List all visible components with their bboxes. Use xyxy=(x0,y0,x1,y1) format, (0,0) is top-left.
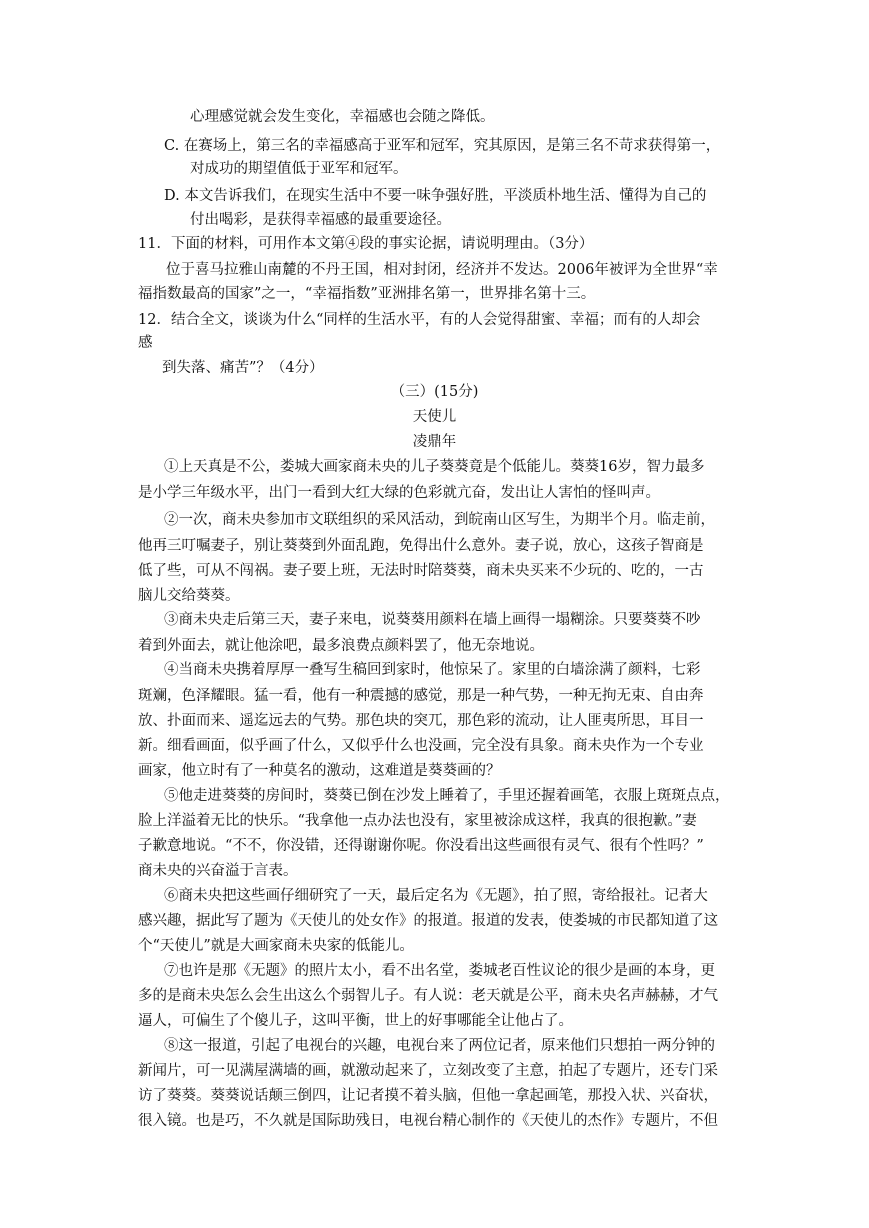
paragraph-6-line: ⑥商未央把这些画仔细研究了一天，最后定名为《无题》，拍了照，寄给报社。记者大 xyxy=(164,888,708,904)
option-d-continuation: 付出喝彩，是获得幸福感的最重要途径。 xyxy=(190,212,451,228)
question-12: 12．结合全文，谈谈为什么“同样的生活水平，有的人会觉得甜蜜、幸福；而有的人却会 xyxy=(138,312,701,328)
paragraph-5-line: 子歉意地说。“不不，你没错，还得谢谢你呢。你没看出这些画很有灵气、很有个性吗？” xyxy=(138,838,704,854)
paragraph-4-line: 斑斓，色泽耀眼。猛一看，他有一种震撼的感觉，那是一种气势，一种无拘无束、自由奔 xyxy=(138,688,704,704)
paragraph-5-line: 商未央的兴奋溢于言表。 xyxy=(138,863,298,879)
question-11-material-continuation: 福指数最高的国家”之一，“幸福指数”亚洲排名第一，世界排名第十三。 xyxy=(138,286,596,302)
paragraph-8-line: 很入镜。也是巧，不久就是国际助残日，电视台精心制作的《天使儿的杰作》专题片，不但 xyxy=(138,1113,718,1129)
question-12-wrap: 感 xyxy=(138,335,153,351)
section-heading: （三）(15分) xyxy=(390,384,479,400)
paragraph-6-line: 感兴趣，据此写了题为《天使儿的处女作》的报道。报道的发表，使娄城的市民都知道了这 xyxy=(138,913,718,929)
question-12-continuation: 到失落、痛苦”？（4分） xyxy=(162,360,324,376)
paragraph-4-line: 画家，他立时有了一种莫名的激动，这难道是葵葵画的？ xyxy=(138,763,501,779)
paragraph-4-line: 放、扑面而来、遥迄远去的气势。那色块的突兀，那色彩的流动，让人匪夷所思，耳目一 xyxy=(138,713,704,729)
paragraph-2-line: 低了些，可从不闯祸。妻子要上班，无法时时陪葵葵，商未央买来不少玩的、吃的，一古 xyxy=(138,563,704,579)
paragraph-2-line: 脑儿交给葵葵。 xyxy=(138,588,240,604)
question-11-material: 位于喜马拉雅山南麓的不丹王国，相对封闭，经济并不发达。2006年被评为全世界“幸 xyxy=(166,262,718,278)
option-d: D. 本文告诉我们，在现实生活中不要一味争强好胜，平淡质朴地生活、懂得为自己的 xyxy=(164,188,707,204)
paragraph-7-line: 逼人，可偏生了个傻儿子，这叫平衡，世上的好事哪能全让他占了。 xyxy=(138,1013,573,1029)
paragraph-3-line: ③商未央走后第三天，妻子来电，说葵葵用颜料在墙上画得一塌糊涂。只要葵葵不吵 xyxy=(164,612,701,628)
paragraph-8-line: 新闻片，可一见满屋满墙的画，就激动起来了，立刻改变了主意，拍起了专题片，还专门采 xyxy=(138,1063,718,1079)
paragraph-5-line: ⑤他走进葵葵的房间时，葵葵已倒在沙发上睡着了，手里还握着画笔，衣服上斑斑点点， xyxy=(164,788,730,804)
paragraph-4-line: 新。细看画面，似乎画了什么，又似乎什么也没画，完全没有具象。商未央作为一个专业 xyxy=(138,738,704,754)
paragraph-2-line: ②一次，商未央参加市文联组织的采风活动，到皖南山区写生，为期半个月。临走前， xyxy=(164,512,715,528)
paragraph-3-line: 着到外面去，就让他涂吧，最多浪费点颜料罢了，他无奈地说。 xyxy=(138,638,544,654)
article-author: 凌鼎年 xyxy=(412,434,457,450)
paragraph-1-line: ①上天真是不公，娄城大画家商未央的儿子葵葵竟是个低能儿。葵葵16岁，智力最多 xyxy=(164,459,705,475)
question-11: 11．下面的材料，可用作本文第④段的事实论据，请说明理由。（3分） xyxy=(138,236,594,252)
paragraph-1-line: 是小学三年级水平，出门一看到大红大绿的色彩就亢奋，发出让人害怕的怪叫声。 xyxy=(138,485,660,501)
option-c-continuation: 对成功的期望值低于亚军和冠军。 xyxy=(190,161,408,177)
article-title: 天使儿 xyxy=(412,409,457,425)
paragraph-6-line: 个“天使儿”就是大画家商未央家的低能儿。 xyxy=(138,938,414,954)
paragraph-7-line: ⑦也许是那《无题》的照片太小，看不出名堂，娄城老百性议论的很少是画的本身，更 xyxy=(164,963,715,979)
paragraph-8-line: ⑧这一报道，引起了电视台的兴趣，电视台来了两位记者，原来他们只想拍一两分钟的 xyxy=(164,1038,715,1054)
paragraph-8-line: 访了葵葵。葵葵说话颠三倒四，让记者摸不着头脑，但他一拿起画笔，那投入状、兴奋状， xyxy=(138,1088,718,1104)
paragraph-2-line: 他再三叮嘱妻子，别让葵葵到外面乱跑，免得出什么意外。妻子说，放心，这孩子智商是 xyxy=(138,538,704,554)
paragraph-7-line: 多的是商未央怎么会生出这么个弱智儿子。有人说：老天就是公平，商未央名声赫赫，才气 xyxy=(138,988,718,1004)
option-c: C. 在赛场上，第三名的幸福感高于亚军和冠军，究其原因，是第三名不苛求获得第一， xyxy=(164,138,721,154)
option-b-continuation: 心理感觉就会发生变化，幸福感也会随之降低。 xyxy=(190,109,495,125)
paragraph-4-line: ④当商未央携着厚厚一叠写生稿回到家时，他惊呆了。家里的白墙涂满了颜料，七彩 xyxy=(164,662,701,678)
paragraph-5-line: 脸上洋溢着无比的快乐。“我拿他一点办法也没有，家里被涂成这样，我真的很抱歉。”妻 xyxy=(138,813,697,829)
